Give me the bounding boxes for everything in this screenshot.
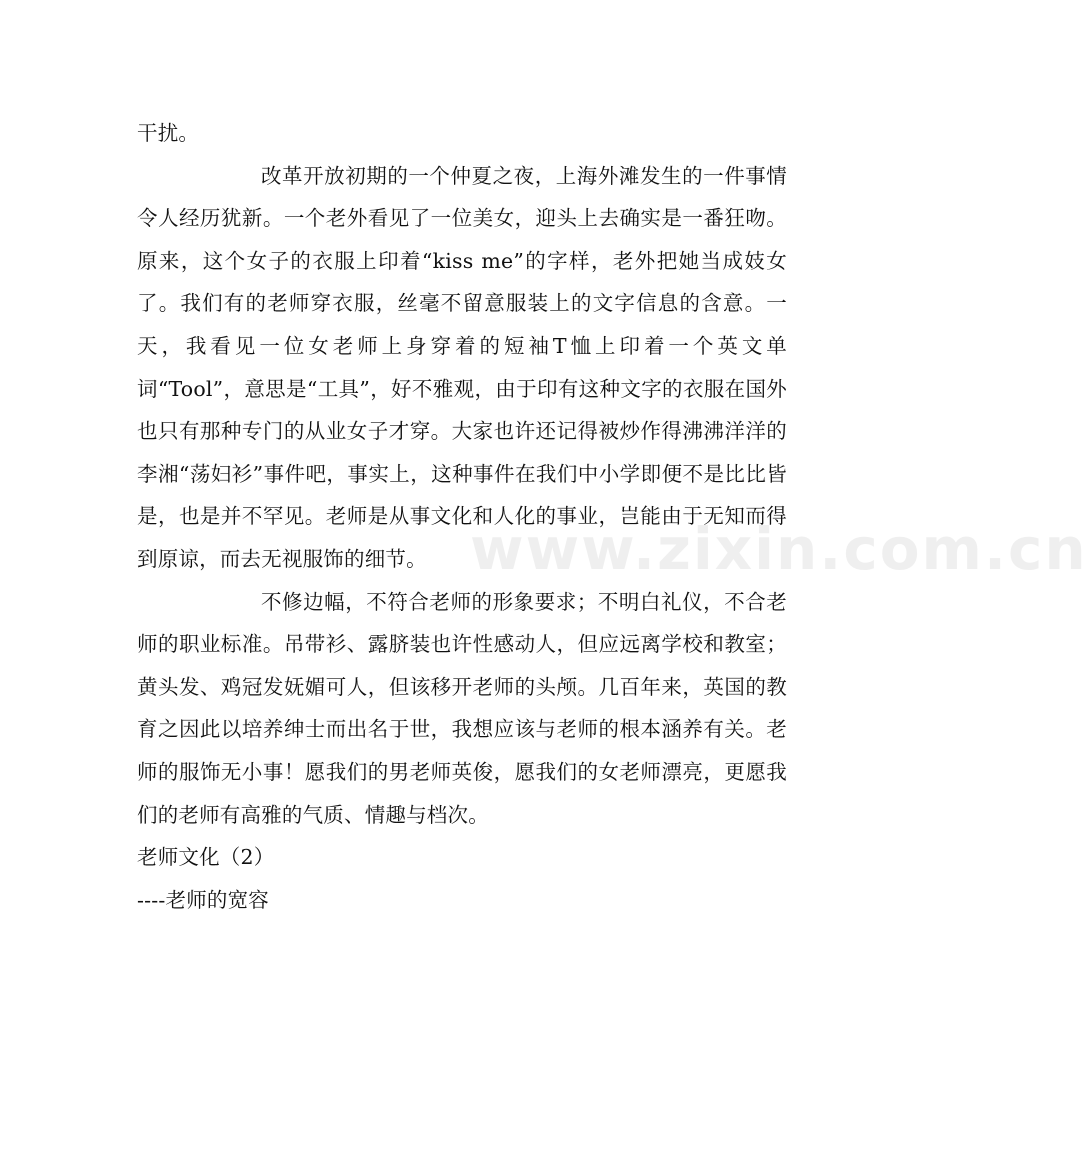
watermark: www.zixin.com.cn <box>470 515 1088 583</box>
document-body <box>137 112 787 921</box>
paragraph-continuation: 干扰。 <box>137 121 200 145</box>
paragraph-clothing-incident: 改革开放初期的一个仲夏之夜，上海外滩发生的一件事情令人经历犹新。一个老外看见了一位美女，迎头上去确实是一番狂吻。原来，这个女子的衣服上印着“kiss me”的字样，老外把她当成妓女了。我们有的老师穿衣服，丝毫不留意服装上的文字信息的含意。一天，我看见一位女老师上身穿着的短袖T恤上印着一个英文单词“Tool”，意思是“工具”，好不雅观，由于印有这种文字的衣服在国外也只有那种专门的从业女子才穿。大家也许还记得被炒作得沸沸洋洋的李湘“荡妇衫”事件吧，事实上，这种事件在我们中小学即便不是比比皆是，也是并不罕见。老师是从事文化和人化的事业，岂能由于无知而得到原谅，而去无视服饰的细节。 <box>137 163 787 571</box>
paragraph-teacher-image: 不修边幅，不符合老师的形象要求；不明白礼仪，不合老师的职业标准。吊带衫、露脐装也许性感动人，但应远离学校和教室；黄头发、鸡冠发妩媚可人，但该移开老师的头颅。几百年来，英国的教育之因此以培养绅士而出名于世，我想应该与老师的根本涵养有关。老师的服饰无小事！愿我们的男老师英俊，愿我们的女老师漂亮，更愿我们的老师有高雅的气质、情趣与档次。 <box>137 589 787 827</box>
section-subtitle: ----老师的宽容 <box>137 887 270 912</box>
section-title: 老师文化（2） <box>137 845 275 870</box>
